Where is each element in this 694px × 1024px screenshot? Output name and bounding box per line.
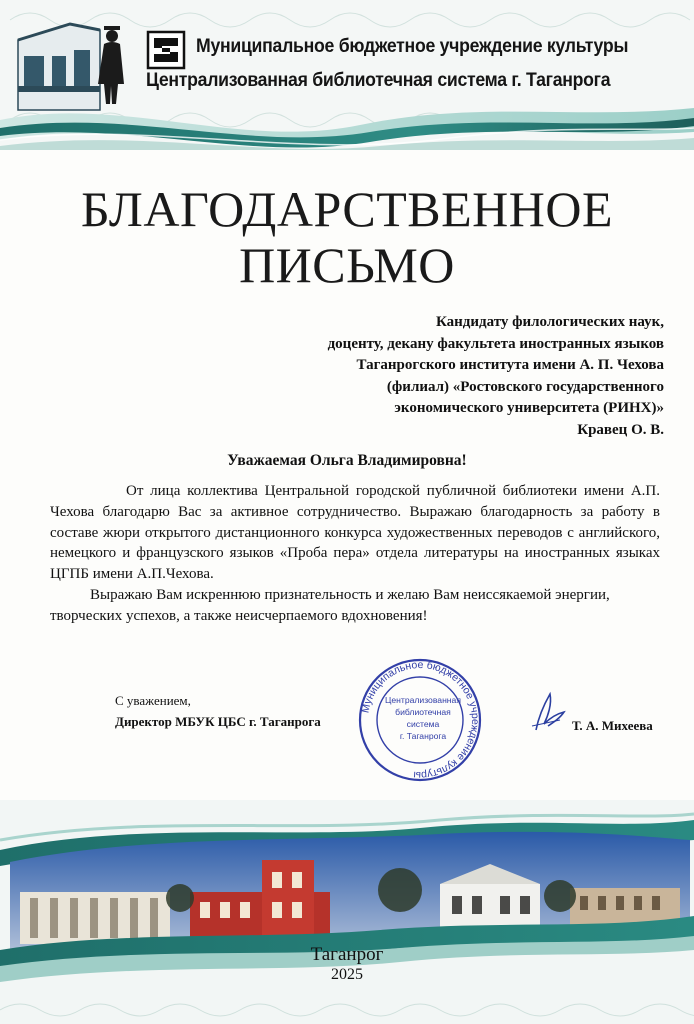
signatory-name: Т. А. Михеева: [572, 718, 653, 733]
organization-name-line2: Централизованная библиотечная система г. Таганрога: [146, 70, 611, 91]
recipient-line: Таганрогского института имени А. П. Чехова: [356, 357, 664, 373]
recipient-block: [224, 312, 664, 441]
handwritten-signature: [520, 680, 580, 740]
stamp-center-line: библиотечная: [395, 707, 451, 717]
body-paragraph-1: От лица коллектива Центральной городской публичной библиотеки имени А.П. Чехова благодарю Вас за активное сотрудничество. Выражаю благодарность за работу в составе жюри открытого дистанционного конкурса художественных переводов с английского, немецкого и французского языков «Проба пера» отдела литературы на иностранных языках ЦГПБ имени А.П.Чехова.: [50, 483, 660, 583]
stamp-center-line: Централизованная: [385, 695, 461, 705]
greeting: Уважаемая Ольга Владимировна!: [227, 452, 467, 469]
signature-block: [115, 690, 321, 732]
letterhead: [0, 0, 694, 170]
library-building-icon: [18, 24, 100, 110]
body-paragraph-2: Выражаю Вам искреннюю признательность и желаю Вам неиссякаемой энергии, творческих успехов, а также неисчерпаемого вдохновения!: [50, 586, 610, 624]
recipient-name: Кравец О. В.: [577, 421, 664, 438]
stamp-outer-text: Муниципальное бюджетное учреждение культуры: [359, 658, 482, 782]
footer-banner: [0, 800, 694, 1024]
recipient-line: экономического университета (РИНХ)»: [394, 400, 664, 416]
recipient-line: доценту, декану факультета иностранных языков: [327, 335, 664, 352]
closing-phrase: С уважением,: [115, 693, 191, 708]
letter-body: [50, 481, 660, 627]
document-title-line2: ПИСЬМО: [239, 237, 455, 293]
year: 2025: [331, 966, 363, 983]
recipient-line: Кандидату филологических наук,: [435, 314, 664, 330]
document-title-line1: БЛАГОДАРСТВЕННОЕ: [80, 181, 614, 237]
cbs-emblem-icon: [148, 32, 184, 68]
stamp-center-line: система: [406, 719, 440, 729]
signatory-role: Директор МБУК ЦБС г. Таганрога: [115, 714, 321, 729]
city-name: Таганрог: [310, 944, 384, 965]
recipient-line: (филиал) «Ростовского государственного: [386, 378, 664, 395]
stamp-center-line: г. Таганрога: [399, 731, 447, 741]
organization-name-line1: Муниципальное бюджетное учреждение культуры: [196, 36, 629, 57]
official-stamp: [355, 655, 485, 785]
